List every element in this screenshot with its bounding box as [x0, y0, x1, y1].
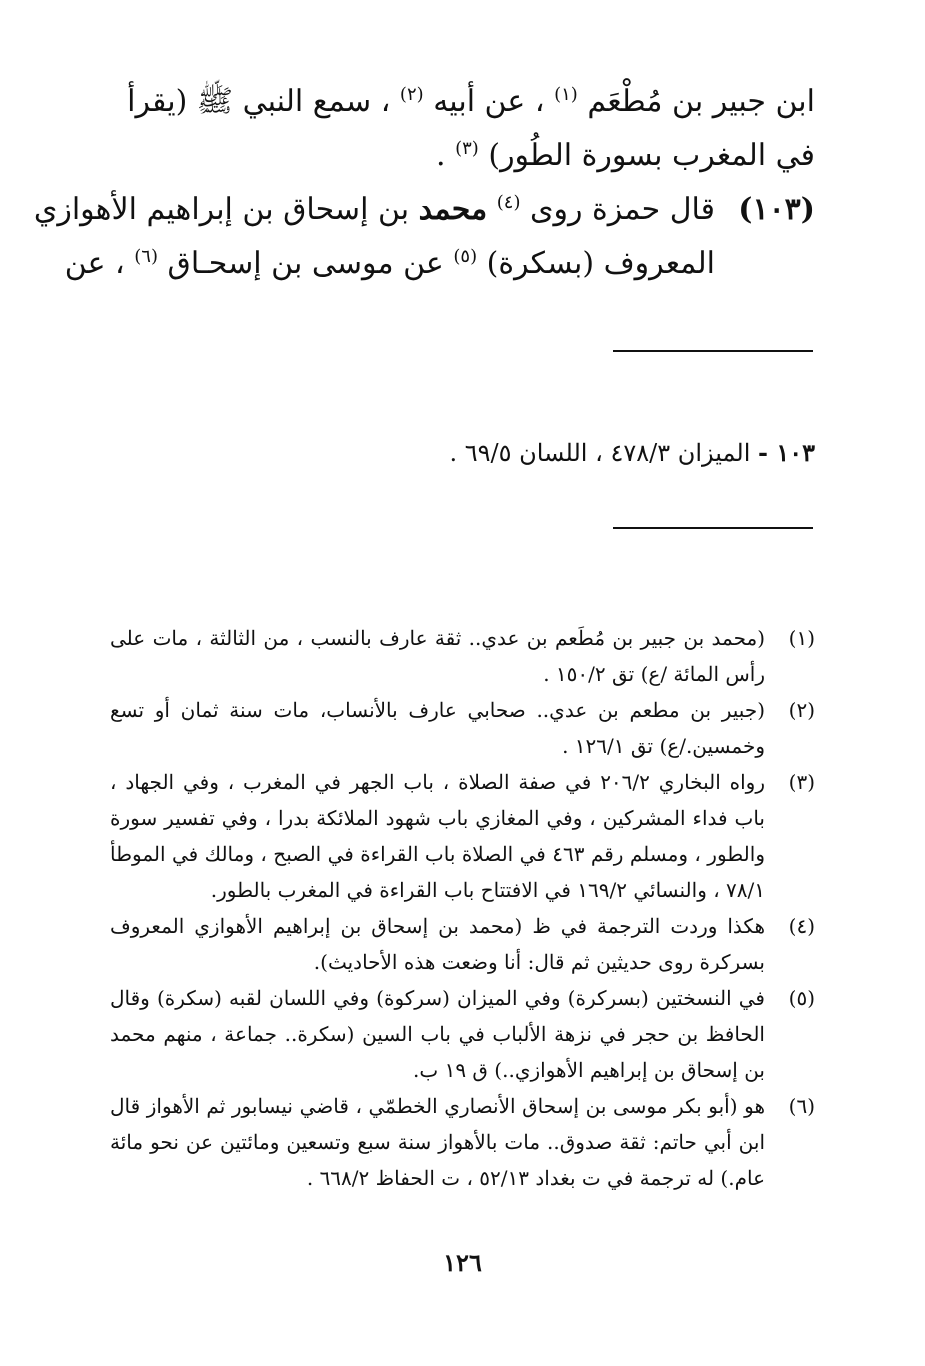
reference-text: الميزان ٤٧٨/٣ ، اللسان ٦٩/٥ .	[449, 439, 751, 467]
separator-rule-2	[613, 527, 813, 529]
reference-line	[450, 436, 816, 470]
entry-number: (١٠٣)	[738, 192, 815, 227]
footnote-ref-5: (٥)	[453, 246, 478, 267]
main-text	[33, 75, 815, 291]
footnotes	[110, 620, 815, 1196]
main-line-2: في المغرب بسورة الطُور) $^{(٣)}$ .	[435, 138, 815, 173]
entry-line-2: المعروف (بسكرة) $^{(٥)}$ عن موسى بن إسحـاق $^{(٦)}$ ، عن	[64, 246, 715, 281]
separator-rule-1	[613, 350, 813, 352]
footnote-ref-2: (٢)	[399, 84, 424, 105]
page-number: ١٢٦	[443, 1248, 482, 1277]
footnote-ref-4: (٤)	[496, 192, 521, 213]
footnote-3: (٣) رواه البخاري ٢٠٦/٢ في صفة الصلاة ، باب الجهر في المغرب ، وفي الجهاد ، باب فداء المشركين ، وفي المغازي باب شهود الملائكة بدرا ، وفي تفسير سورة والطور ، ومسلم رقم ٤٦٣ في الصلاة باب القراءة في الصبح ، ومالك في الموطأ ٧٨/١ ، والنسائي ١٦٩/٢ في الافتتاح باب القراءة في المغرب بالطور.	[110, 770, 815, 902]
footnote-ref-6: (٦)	[134, 246, 158, 267]
reference-number: ١٠٣ -	[758, 438, 815, 467]
footnote-2: (٢) (جبير بن مطعم بن عدي.. صحابي عارف بالأنساب، مات سنة ثمان أو تسع وخمسين./ع) تق ١٢٦/١ .	[110, 698, 815, 758]
footnote-4: (٤) هكذا وردت الترجمة في ظ (محمد بن إسحاق بن إبراهيم الأهوازي المعروف بسركرة روى حديثين ثم قال: أنا وضعت هذه الأحاديث).	[110, 914, 815, 974]
entry-line-1: (١٠٣) قال حمزة روى $^{(٤)}$ محمد بن إسحاق بن إبراهيم الأهوازي	[105, 183, 815, 237]
footnote-ref-1: (١)	[554, 84, 578, 105]
footnote-5: (٥) في النسختين (بسركرة) وفي الميزان (سركوة) وفي اللسان لقبه (سكرة) وقال الحافظ بن حجر في نزهة الألباب في باب السين (سكرة.. جماعة ، منهم محمد بن إسحاق بن إبراهيم الأهوازي..) ق ١٩ ب.	[110, 986, 815, 1082]
footnote-ref-3: (٣)	[455, 138, 479, 159]
footnote-6: (٦) هو (أبو بكر موسى بن إسحاق الأنصاري الخطمّي ، قاضي نيسابور ثم الأهواز قال ابن أبي حاتم: ثقة صدوق.. مات بالأهواز سنة سبع وتسعين ومائتين عن نحو مائة عام.) له ترجمة في ت بغداد ٥٢/١٣ ، ت الحفاظ ٦٦٨/٢ .	[110, 1094, 815, 1190]
footnote-1: (١) (محمد بن جبير بن مُطَعم بن عدي.. ثقة عارف بالنسب ، من الثالثة ، مات على رأس المائة /ع) تق ١٥٠/٢ .	[110, 626, 815, 686]
main-line-1: ابن جبير بن مُطْعَم $^{(١)}$ ، عن أبيه $^{(٢)}$ ، سمع النبي ﷺ (يقرأ	[127, 84, 815, 119]
